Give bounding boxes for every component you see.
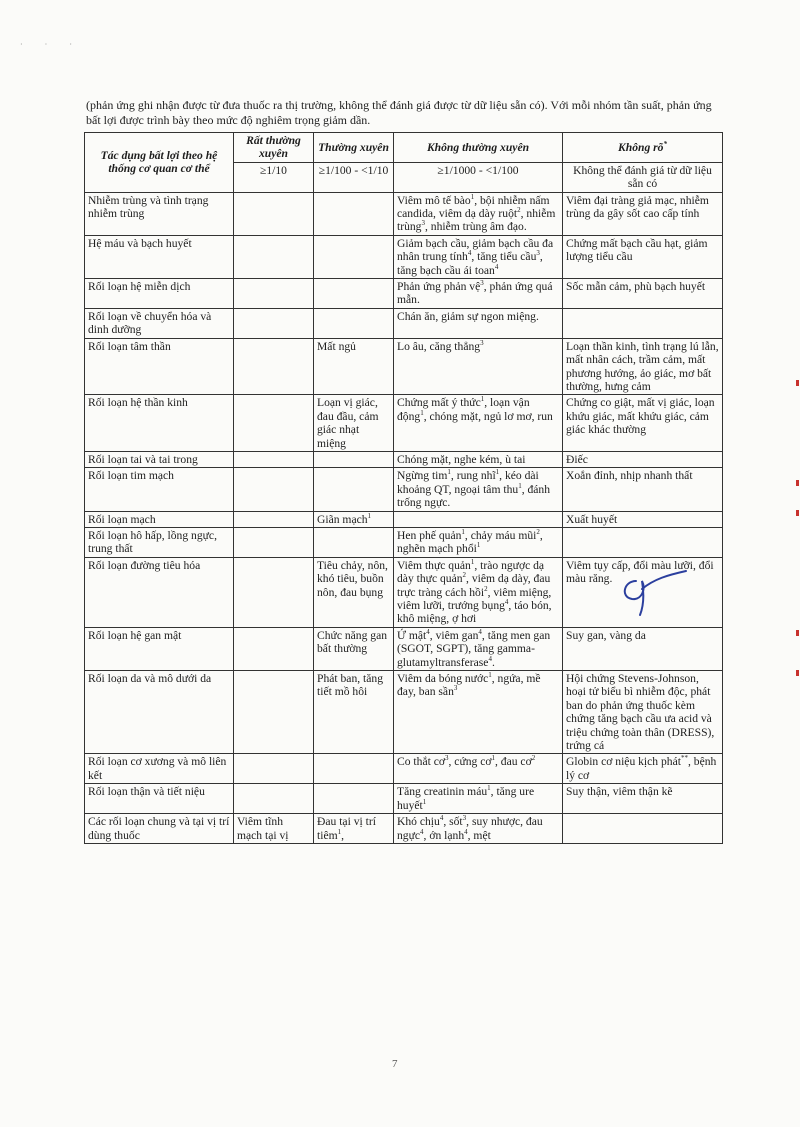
cell-uncommon: Chán ăn, giảm sự ngon miệng. <box>394 308 563 338</box>
cell-uncommon: Lo âu, căng thẳng$^3$ <box>394 338 563 395</box>
cell-common <box>314 192 394 235</box>
subheader-uncommon: ≥1/1000 - <1/100 <box>394 162 563 192</box>
cell-common: Tiêu chảy, nôn, khó tiêu, buồn nôn, đau bụng <box>314 557 394 627</box>
cell-uncommon: Hen phế quản$^1$, chảy máu mũi$^2$, nghẽn mạch phổi$^1$ <box>394 527 563 557</box>
page-number: 7 <box>392 1058 398 1070</box>
cell-uncommon <box>394 511 563 527</box>
cell-organ: Rối loạn tâm thần <box>85 338 234 395</box>
cell-uncommon: Ngừng tim$^1$, rung nhĩ$^1$, kéo dài khoảng QT, ngoại tâm thu$^1$, đánh trống ngực. <box>394 468 563 511</box>
cell-common: Chức năng gan bất thường <box>314 627 394 670</box>
cell-very-common <box>234 235 314 278</box>
cell-uncommon: Khó chịu$^4$, sốt$^3$, suy nhược, đau ngực$^4$, ớn lạnh$^4$, mệt <box>394 814 563 844</box>
header-unknown-sup: * <box>663 139 667 148</box>
scan-edge-marks <box>792 380 800 680</box>
cell-organ: Rối loạn tai và tai trong <box>85 451 234 467</box>
table-row <box>85 192 723 235</box>
cell-very-common <box>234 308 314 338</box>
subheader-common: ≥1/100 - <1/10 <box>314 162 394 192</box>
cell-organ: Rối loạn hệ miễn dịch <box>85 279 234 309</box>
cell-unknown: Chứng co giật, mất vị giác, loạn khứu giác, mất khứu giác, cảm giác khác thường <box>563 395 723 452</box>
cell-unknown: Viêm tụy cấp, đổi màu lưỡi, đổi màu răng. <box>563 557 723 627</box>
cell-uncommon: Chứng mất ý thức$^1$, loạn vận động$^1$, chóng mặt, ngủ lơ mơ, run <box>394 395 563 452</box>
table-header-row <box>85 133 723 163</box>
table-row <box>85 527 723 557</box>
scan-specks: · · · <box>20 40 82 49</box>
table-row <box>85 814 723 844</box>
cell-organ: Rối loạn về chuyển hóa và dinh dưỡng <box>85 308 234 338</box>
table-row <box>85 279 723 309</box>
intro-paragraph: (phản ứng ghi nhận được từ đưa thuốc ra thị trường, không thể đánh giá được từ dữ liệu sẵn có). Với mỗi nhóm tần suất, phản ứng bất lợi được trình bày theo mức độ nghiêm trọng giảm dần. <box>86 98 712 127</box>
table-body <box>85 192 723 843</box>
cell-unknown: Xoắn đỉnh, nhịp nhanh thất <box>563 468 723 511</box>
table-row <box>85 468 723 511</box>
cell-organ: Nhiễm trùng và tình trạng nhiễm trùng <box>85 192 234 235</box>
cell-unknown: Hội chứng Stevens-Johnson, hoại tử biểu bì nhiễm độc, phát ban do phản ứng thuốc kèm chứng tăng bạch cầu ưa acid và triệu chứng toàn thân (DRESS), trứng cá <box>563 671 723 754</box>
cell-common <box>314 784 394 814</box>
cell-unknown: Điếc <box>563 451 723 467</box>
cell-organ: Rối loạn da và mô dưới da <box>85 671 234 754</box>
cell-very-common <box>234 671 314 754</box>
cell-unknown <box>563 814 723 844</box>
cell-very-common <box>234 527 314 557</box>
cell-uncommon: Viêm thực quản$^1$, trào ngược dạ dày thực quản$^2$, viêm dạ dày, đau trực tràng cách hồi$^2$, viêm miệng, viêm lưỡi, trướng bụng$^4$, táo bón, khô miệng, ợ hơi <box>394 557 563 627</box>
cell-very-common <box>234 468 314 511</box>
table-row <box>85 338 723 395</box>
cell-common <box>314 451 394 467</box>
header-organ: Tác dụng bất lợi theo hệ thống cơ quan cơ thể <box>85 133 234 193</box>
header-unknown <box>563 133 723 163</box>
header-common: Thường xuyên <box>314 133 394 163</box>
header-uncommon: Không thường xuyên <box>394 133 563 163</box>
cell-unknown: Viêm đại tràng giả mạc, nhiễm trùng da gây sốt cao cấp tính <box>563 192 723 235</box>
cell-very-common <box>234 511 314 527</box>
table-row <box>85 511 723 527</box>
cell-unknown <box>563 308 723 338</box>
table-row <box>85 451 723 467</box>
cell-organ: Rối loạn hô hấp, lồng ngực, trung thất <box>85 527 234 557</box>
cell-common <box>314 279 394 309</box>
cell-unknown: Loạn thần kinh, tình trạng lú lẫn, mất nhân cách, trầm cảm, mất phương hướng, ảo giác, mơ bất thường, hưng cảm <box>563 338 723 395</box>
header-unknown-label: Không rõ <box>618 140 664 154</box>
table-row <box>85 395 723 452</box>
cell-common: Mất ngủ <box>314 338 394 395</box>
cell-uncommon: Viêm da bóng nước$^1$, ngứa, mề đay, ban sần$^3$ <box>394 671 563 754</box>
cell-organ: Rối loạn thận và tiết niệu <box>85 784 234 814</box>
cell-uncommon: Phản ứng phản vệ$^3$, phản ứng quá mẫn. <box>394 279 563 309</box>
adverse-effects-table <box>84 132 723 844</box>
cell-unknown <box>563 527 723 557</box>
cell-unknown: Suy thận, viêm thận kẽ <box>563 784 723 814</box>
cell-common: Loạn vị giác, đau đầu, cảm giác nhạt miệng <box>314 395 394 452</box>
cell-very-common <box>234 395 314 452</box>
cell-unknown: Xuất huyết <box>563 511 723 527</box>
cell-common: Phát ban, tăng tiết mồ hôi <box>314 671 394 754</box>
cell-very-common <box>234 754 314 784</box>
cell-organ: Rối loạn tim mạch <box>85 468 234 511</box>
cell-uncommon: Co thắt $cơ^3$, cứng $cơ^1$, đau $cơ^2$ <box>394 754 563 784</box>
cell-common <box>314 308 394 338</box>
cell-very-common: Viêm tĩnh mạch tại vị <box>234 814 314 844</box>
table-row <box>85 754 723 784</box>
subheader-unknown: Không thể đánh giá từ dữ liệu sẵn có <box>563 162 723 192</box>
cell-common: Đau tại vị trí tiêm$^1$, <box>314 814 394 844</box>
cell-common <box>314 468 394 511</box>
cell-very-common <box>234 279 314 309</box>
table-row <box>85 784 723 814</box>
cell-very-common <box>234 627 314 670</box>
cell-unknown: Globin cơ niệu kịch phát**, bệnh lý cơ <box>563 754 723 784</box>
table-row <box>85 308 723 338</box>
cell-uncommon: Viêm mô tế bào$^1$, bội nhiễm nấm candida, viêm dạ dày ruột$^2$, nhiễm trùng$^3$, nhiễm trùng âm đạo. <box>394 192 563 235</box>
cell-organ: Các rối loạn chung và tại vị trí dùng thuốc <box>85 814 234 844</box>
cell-common <box>314 754 394 784</box>
cell-organ: Rối loạn hệ thần kinh <box>85 395 234 452</box>
cell-organ: Rối loạn đường tiêu hóa <box>85 557 234 627</box>
table-row <box>85 627 723 670</box>
cell-very-common <box>234 784 314 814</box>
cell-uncommon: Chóng mặt, nghe kém, ù tai <box>394 451 563 467</box>
table-row <box>85 235 723 278</box>
cell-very-common <box>234 557 314 627</box>
cell-very-common <box>234 338 314 395</box>
table-row <box>85 671 723 754</box>
cell-common <box>314 235 394 278</box>
cell-organ: Rối loạn hệ gan mật <box>85 627 234 670</box>
cell-very-common <box>234 192 314 235</box>
cell-common: Giãn mạch$^1$ <box>314 511 394 527</box>
cell-unknown: Suy gan, vàng da <box>563 627 723 670</box>
cell-unknown: Sốc mẫn cảm, phù bạch huyết <box>563 279 723 309</box>
cell-unknown: Chứng mất bạch cầu hạt, giảm lượng tiểu cầu <box>563 235 723 278</box>
cell-very-common <box>234 451 314 467</box>
cell-uncommon: Ứ mật$^4$, viêm gan$^4$, tăng men gan (SGOT, SGPT), tăng gamma-glutamyltransferase$^4$. <box>394 627 563 670</box>
cell-organ: Rối loạn cơ xương và mô liên kết <box>85 754 234 784</box>
cell-uncommon: Tăng creatinin máu$^1$, tăng ure huyết$^1$ <box>394 784 563 814</box>
handwritten-signature-icon <box>606 567 696 617</box>
cell-common <box>314 527 394 557</box>
cell-organ: Rối loạn mạch <box>85 511 234 527</box>
subheader-very-common: ≥1/10 <box>234 162 314 192</box>
header-very-common: Rất thường xuyên <box>234 133 314 163</box>
cell-uncommon: Giảm bạch cầu, giảm bạch cầu đa nhân trung tính$^4$, tăng tiểu cầu$^3$, tăng bạch cầu ái toan$^4$ <box>394 235 563 278</box>
cell-organ: Hệ máu và bạch huyết <box>85 235 234 278</box>
